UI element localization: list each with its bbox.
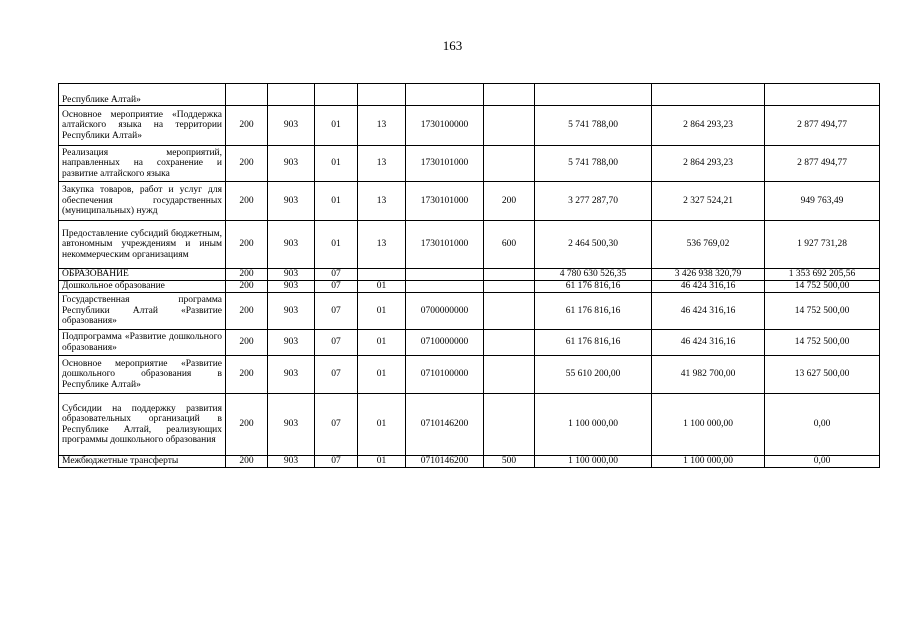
sum-total-cell: 55 610 200,00 [535, 356, 652, 394]
kod-ved-cell [226, 84, 268, 106]
sum-regional-cell: 0,00 [765, 456, 880, 468]
podrazdel-cell: 13 [358, 221, 406, 269]
vid-rashodov-cell [484, 394, 535, 456]
row-name-cell: ОБРАЗОВАНИЕ [59, 269, 226, 281]
table-row [59, 146, 880, 182]
sum-regional-cell: 2 877 494,77 [765, 106, 880, 146]
kod-glava-cell: 903 [268, 182, 315, 221]
kod-glava-cell: 903 [268, 293, 315, 330]
celevaya-statya-cell: 0710146200 [406, 456, 484, 468]
row-name-cell: Реализация мероприятий, направленных на сохранение и развитие алтайского языка [59, 146, 226, 182]
sum-total-cell: 61 176 816,16 [535, 330, 652, 356]
celevaya-statya-cell: 1730100000 [406, 106, 484, 146]
sum-regional-cell: 13 627 500,00 [765, 356, 880, 394]
razdel-cell: 07 [315, 394, 358, 456]
podrazdel-cell: 01 [358, 356, 406, 394]
podrazdel-cell: 01 [358, 281, 406, 293]
sum-total-cell: 2 464 500,30 [535, 221, 652, 269]
table-row [59, 106, 880, 146]
vid-rashodov-cell [484, 269, 535, 281]
razdel-cell: 07 [315, 269, 358, 281]
table-row [59, 330, 880, 356]
row-name-cell: Дошкольное образование [59, 281, 226, 293]
sum-total-cell: 3 277 287,70 [535, 182, 652, 221]
vid-rashodov-cell [484, 146, 535, 182]
table-row [59, 281, 880, 293]
vid-rashodov-cell [484, 84, 535, 106]
podrazdel-cell: 01 [358, 330, 406, 356]
razdel-cell [315, 84, 358, 106]
sum-total-cell: 1 100 000,00 [535, 394, 652, 456]
sum-total-cell: 5 741 788,00 [535, 146, 652, 182]
podrazdel-cell [358, 84, 406, 106]
sum-federal-cell: 2 864 293,23 [652, 146, 765, 182]
row-name-cell: Основное мероприятие «Развитие дошкольного образования в Республике Алтай» [59, 356, 226, 394]
row-name-cell: Основное мероприятие «Поддержка алтайского языка на территории Республики Алтай» [59, 106, 226, 146]
table-row [59, 269, 880, 281]
kod-ved-cell: 200 [226, 356, 268, 394]
razdel-cell: 01 [315, 146, 358, 182]
row-name-cell: Закупка товаров, работ и услуг для обеспечения государственных (муниципальных) нужд [59, 182, 226, 221]
row-name-cell: Подпрограмма «Развитие дошкольного образования» [59, 330, 226, 356]
razdel-cell: 07 [315, 330, 358, 356]
podrazdel-cell [358, 269, 406, 281]
celevaya-statya-cell: 1730101000 [406, 146, 484, 182]
sum-regional-cell: 0,00 [765, 394, 880, 456]
sum-federal-cell: 2 864 293,23 [652, 106, 765, 146]
kod-glava-cell: 903 [268, 394, 315, 456]
vid-rashodov-cell [484, 330, 535, 356]
sum-federal-cell: 41 982 700,00 [652, 356, 765, 394]
sum-regional-cell: 2 877 494,77 [765, 146, 880, 182]
page-number: 163 [442, 38, 463, 53]
kod-glava-cell: 903 [268, 106, 315, 146]
sum-regional-cell: 14 752 500,00 [765, 281, 880, 293]
row-name-cell: Предоставление субсидий бюджетным, автономным учреждениям и иным некоммерческим организациям [59, 221, 226, 269]
vid-rashodov-cell [484, 281, 535, 293]
kod-ved-cell: 200 [226, 456, 268, 468]
sum-total-cell: 1 100 000,00 [535, 456, 652, 468]
kod-glava-cell: 903 [268, 221, 315, 269]
vid-rashodov-cell [484, 106, 535, 146]
kod-ved-cell: 200 [226, 182, 268, 221]
sum-federal-cell: 46 424 316,16 [652, 330, 765, 356]
table-row [59, 293, 880, 330]
celevaya-statya-cell: 0710100000 [406, 356, 484, 394]
sum-regional-cell: 14 752 500,00 [765, 330, 880, 356]
vid-rashodov-cell [484, 293, 535, 330]
sum-federal-cell [652, 84, 765, 106]
vid-rashodov-cell [484, 356, 535, 394]
table-row [59, 84, 880, 106]
kod-ved-cell: 200 [226, 394, 268, 456]
kod-ved-cell: 200 [226, 106, 268, 146]
kod-glava-cell: 903 [268, 456, 315, 468]
vid-rashodov-cell: 200 [484, 182, 535, 221]
podrazdel-cell: 01 [358, 456, 406, 468]
celevaya-statya-cell [406, 281, 484, 293]
row-name-cell: Государственная программа Республики Алтай «Развитие образования» [59, 293, 226, 330]
podrazdel-cell: 13 [358, 182, 406, 221]
celevaya-statya-cell [406, 269, 484, 281]
celevaya-statya-cell: 1730101000 [406, 221, 484, 269]
razdel-cell: 01 [315, 106, 358, 146]
razdel-cell: 01 [315, 221, 358, 269]
sum-federal-cell: 1 100 000,00 [652, 394, 765, 456]
celevaya-statya-cell [406, 84, 484, 106]
razdel-cell: 07 [315, 281, 358, 293]
podrazdel-cell: 01 [358, 293, 406, 330]
table-row [59, 221, 880, 269]
razdel-cell: 07 [315, 356, 358, 394]
table-row [59, 456, 880, 468]
kod-glava-cell: 903 [268, 146, 315, 182]
kod-ved-cell: 200 [226, 221, 268, 269]
vid-rashodov-cell: 600 [484, 221, 535, 269]
podrazdel-cell: 01 [358, 394, 406, 456]
budget-table [58, 83, 880, 468]
kod-glava-cell [268, 84, 315, 106]
sum-total-cell: 61 176 816,16 [535, 293, 652, 330]
table-row [59, 394, 880, 456]
razdel-cell: 07 [315, 456, 358, 468]
kod-glava-cell: 903 [268, 330, 315, 356]
podrazdel-cell: 13 [358, 106, 406, 146]
sum-regional-cell: 14 752 500,00 [765, 293, 880, 330]
celevaya-statya-cell: 1730101000 [406, 182, 484, 221]
kod-ved-cell: 200 [226, 146, 268, 182]
sum-total-cell: 4 780 630 526,35 [535, 269, 652, 281]
sum-total-cell: 61 176 816,16 [535, 281, 652, 293]
celevaya-statya-cell: 0710000000 [406, 330, 484, 356]
vid-rashodov-cell: 500 [484, 456, 535, 468]
sum-total-cell [535, 84, 652, 106]
sum-federal-cell: 536 769,02 [652, 221, 765, 269]
sum-federal-cell: 3 426 938 320,79 [652, 269, 765, 281]
razdel-cell: 01 [315, 182, 358, 221]
sum-federal-cell: 1 100 000,00 [652, 456, 765, 468]
sum-regional-cell [765, 84, 880, 106]
table-row [59, 182, 880, 221]
kod-ved-cell: 200 [226, 293, 268, 330]
kod-glava-cell: 903 [268, 356, 315, 394]
sum-total-cell: 5 741 788,00 [535, 106, 652, 146]
sum-federal-cell: 2 327 524,21 [652, 182, 765, 221]
podrazdel-cell: 13 [358, 146, 406, 182]
row-name-cell: Республике Алтай» [59, 84, 226, 106]
sum-federal-cell: 46 424 316,16 [652, 293, 765, 330]
sum-regional-cell: 949 763,49 [765, 182, 880, 221]
row-name-cell: Межбюджетные трансферты [59, 456, 226, 468]
razdel-cell: 07 [315, 293, 358, 330]
sum-regional-cell: 1 353 692 205,56 [765, 269, 880, 281]
sum-regional-cell: 1 927 731,28 [765, 221, 880, 269]
table-row [59, 356, 880, 394]
celevaya-statya-cell: 0710146200 [406, 394, 484, 456]
row-name-cell: Субсидии на поддержку развития образовательных организаций в Республике Алтай, реализующих программы дошкольного образования [59, 394, 226, 456]
sum-federal-cell: 46 424 316,16 [652, 281, 765, 293]
kod-ved-cell: 200 [226, 281, 268, 293]
celevaya-statya-cell: 0700000000 [406, 293, 484, 330]
kod-ved-cell: 200 [226, 269, 268, 281]
kod-glava-cell: 903 [268, 269, 315, 281]
kod-glava-cell: 903 [268, 281, 315, 293]
kod-ved-cell: 200 [226, 330, 268, 356]
